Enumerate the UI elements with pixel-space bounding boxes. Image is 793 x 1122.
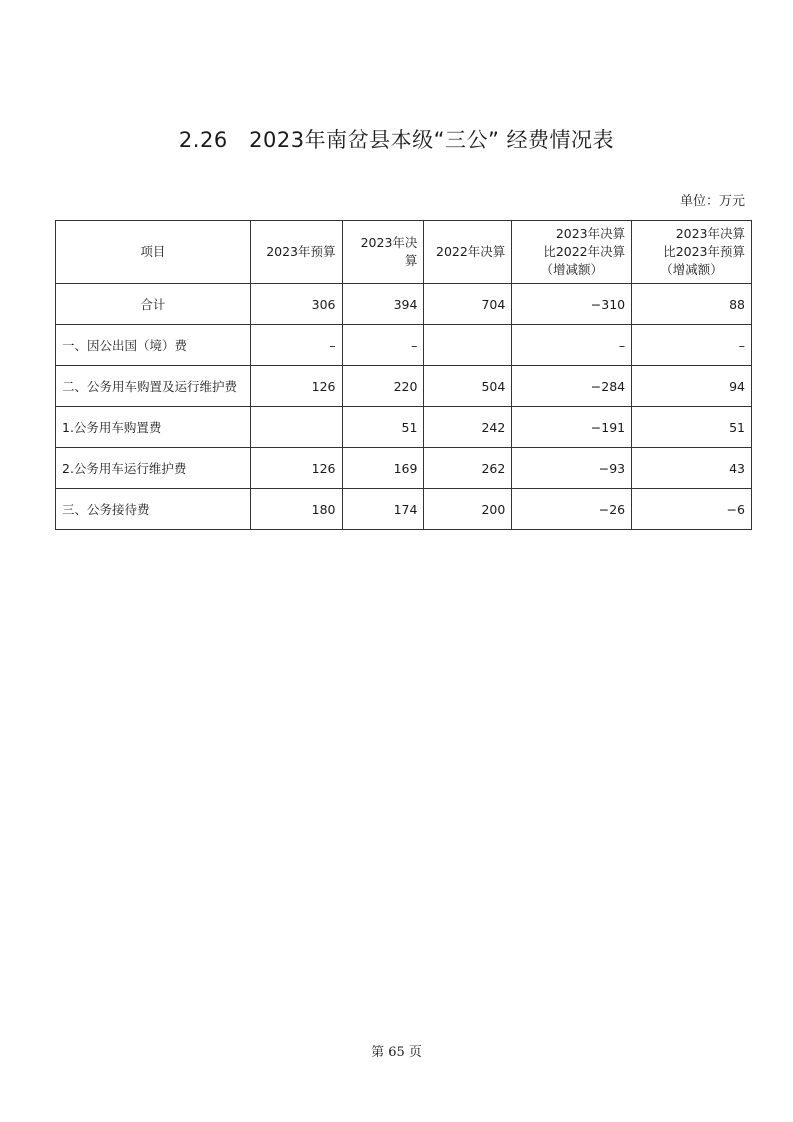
cell-final-2022: 504 — [424, 366, 512, 407]
cell-diff-vs-budget: 43 — [632, 448, 752, 489]
header-diff-vs-2022-line3: （增减额） — [540, 262, 603, 277]
table-row — [56, 284, 752, 325]
cell-final-2023: 174 — [342, 489, 424, 530]
cell-diff-vs-2022: −93 — [512, 448, 632, 489]
cell-diff-vs-budget: −6 — [632, 489, 752, 530]
cell-diff-vs-2022: – — [512, 325, 632, 366]
table-row — [56, 489, 752, 530]
header-final-2023: 2023年决算 — [342, 221, 424, 284]
cell-budget-2023: 126 — [250, 448, 342, 489]
header-final-2022: 2022年决算 — [424, 221, 512, 284]
cell-diff-vs-2022: −26 — [512, 489, 632, 530]
cell-diff-vs-2022: −191 — [512, 407, 632, 448]
page-number: 第 65 页 — [371, 1045, 422, 1060]
table-header-row — [56, 221, 752, 284]
cell-final-2023: 220 — [342, 366, 424, 407]
cell-diff-vs-budget: – — [632, 325, 752, 366]
cell-final-2022: 704 — [424, 284, 512, 325]
cell-budget-2023 — [250, 407, 342, 448]
cell-diff-vs-budget: 94 — [632, 366, 752, 407]
header-budget-2023: 2023年预算 — [250, 221, 342, 284]
cell-final-2023: 51 — [342, 407, 424, 448]
header-diff-vs-budget-line2: 比2023年预算 — [663, 244, 745, 259]
table-row — [56, 325, 752, 366]
page-title: 2.26 2023年南岔县本级“三公” 经费情况表 — [178, 128, 615, 152]
row-item: 1.公务用车购置费 — [56, 407, 251, 448]
cell-budget-2023: 306 — [250, 284, 342, 325]
cell-budget-2023: 126 — [250, 366, 342, 407]
table-row — [56, 407, 752, 448]
header-diff-vs-budget-line1: 2023年决算 — [675, 226, 745, 241]
table-row — [56, 448, 752, 489]
cell-diff-vs-budget: 88 — [632, 284, 752, 325]
cell-final-2023: 394 — [342, 284, 424, 325]
header-diff-vs-budget-line3: （增减额） — [660, 262, 723, 277]
header-diff-vs-2022 — [512, 221, 632, 284]
header-diff-vs-2022-line1: 2023年决算 — [555, 226, 626, 241]
cell-final-2022: 200 — [424, 489, 512, 530]
cell-final-2022: 262 — [424, 448, 512, 489]
header-diff-vs-2022-line2: 比2022年决算 — [543, 244, 626, 259]
cell-budget-2023: 180 — [250, 489, 342, 530]
row-item: 2.公务用车运行维护费 — [56, 448, 251, 489]
cell-final-2023: – — [342, 325, 424, 366]
table-row — [56, 366, 752, 407]
cell-final-2022: 242 — [424, 407, 512, 448]
header-diff-vs-budget — [632, 221, 752, 284]
unit-label: 单位：万元 — [679, 194, 745, 209]
cell-budget-2023: – — [250, 325, 342, 366]
row-item: 一、因公出国（境）费 — [56, 325, 251, 366]
cell-diff-vs-2022: −284 — [512, 366, 632, 407]
header-item: 项目 — [56, 221, 251, 284]
row-item: 二、公务用车购置及运行维护费 — [56, 366, 251, 407]
cell-diff-vs-budget: 51 — [632, 407, 752, 448]
cell-final-2023: 169 — [342, 448, 424, 489]
cell-final-2022 — [424, 325, 512, 366]
row-item: 合计 — [56, 284, 251, 325]
row-item: 三、公务接待费 — [56, 489, 251, 530]
expense-table — [55, 220, 752, 530]
cell-diff-vs-2022: −310 — [512, 284, 632, 325]
